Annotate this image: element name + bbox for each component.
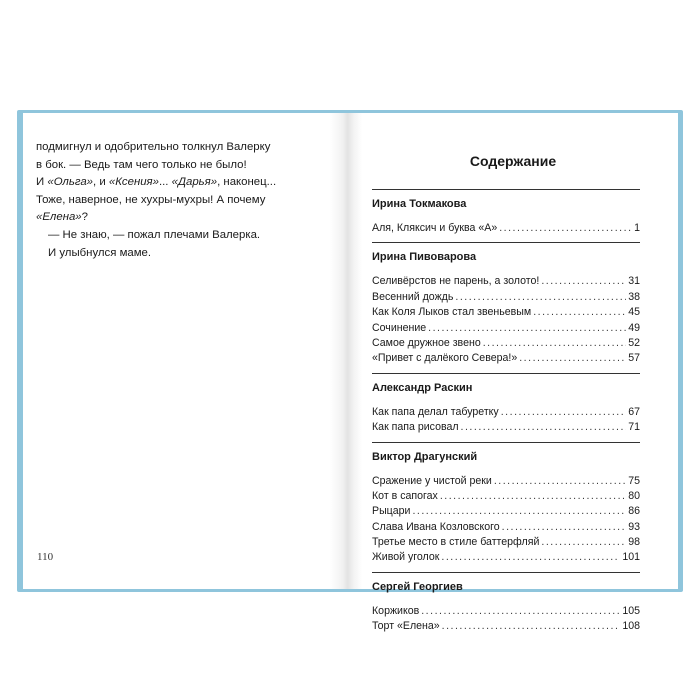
- toc-entry: [372, 274, 640, 289]
- toc-entry-title: «Привет с далёкого Севера!»: [372, 352, 518, 365]
- toc-entry-page: 108: [622, 620, 640, 633]
- toc-entry-page: 1: [634, 222, 640, 234]
- toc-entries: [372, 213, 640, 236]
- section-divider: [372, 572, 640, 573]
- dot-leader: [442, 619, 621, 634]
- dot-leader: [533, 305, 626, 320]
- dot-leader: [412, 504, 626, 519]
- section-divider: [372, 373, 640, 374]
- toc-author: Ирина Пивоварова: [372, 251, 477, 264]
- toc-entry-title: Аля, Кляксич и буква «А»: [372, 222, 498, 234]
- dot-leader: [441, 550, 620, 565]
- page-number: 110: [37, 551, 54, 563]
- toc-entry: [372, 305, 640, 320]
- toc-entry: [372, 520, 640, 535]
- toc-entry-title: Селивёрстов не парень, а золото!: [372, 275, 540, 288]
- dot-leader: [541, 274, 626, 289]
- dot-leader: [483, 336, 626, 351]
- toc-entry: [372, 336, 640, 351]
- toc-entry-page: 93: [628, 520, 640, 533]
- toc-entry-title: Сражение у чистой реки: [372, 474, 492, 487]
- toc-entry-title: Рыцари: [372, 505, 411, 518]
- story-line: И улыбнулся маме.: [48, 246, 152, 259]
- toc-entry: [372, 550, 640, 565]
- toc-entry-title: Самое дружное звено: [372, 336, 481, 349]
- toc-entry-page: 98: [628, 536, 640, 549]
- dot-leader: [428, 321, 626, 336]
- toc-entry-page: 71: [628, 421, 640, 434]
- toc-entry-title: Как папа рисовал: [372, 421, 459, 434]
- toc-entry: [372, 321, 640, 336]
- story-text: [36, 139, 326, 262]
- toc-author-group: [372, 373, 640, 436]
- toc-entry: [372, 290, 640, 305]
- table-of-contents: [372, 150, 640, 641]
- story-line: подмигнул и одобрительно толкнул Валерку: [36, 141, 271, 153]
- toc-entry-title: Торт «Елена»: [372, 620, 440, 633]
- toc-entry-title: Живой уголок: [372, 551, 440, 564]
- toc-entry-page: 49: [628, 321, 640, 334]
- toc-entries: [372, 466, 640, 566]
- toc-author: Виктор Драгунский: [372, 450, 478, 463]
- toc-entry: [372, 405, 640, 420]
- dot-leader: [440, 489, 626, 504]
- toc-entry-title: Коржиков: [372, 604, 420, 617]
- toc-entry: [372, 604, 640, 619]
- dot-leader: [519, 351, 626, 366]
- book-gutter: [330, 113, 362, 589]
- toc-entry-page: 31: [628, 275, 640, 288]
- toc-entry-page: 101: [622, 551, 640, 564]
- dot-leader: [455, 290, 626, 305]
- toc-title: Содержание: [469, 153, 557, 169]
- toc-entry-page: 80: [628, 489, 640, 502]
- toc-entry-page: 86: [628, 505, 640, 518]
- toc-author-group: [372, 242, 640, 366]
- toc-entry: [372, 619, 640, 634]
- toc-entry-page: 52: [628, 336, 640, 349]
- toc-entries: [372, 266, 640, 366]
- toc-entry-page: 67: [628, 405, 640, 418]
- toc-entry-page: 105: [622, 604, 640, 617]
- story-line: в бок. — Ведь там чего только не было!: [36, 158, 247, 171]
- toc-entry-title: Сочинение: [372, 321, 427, 334]
- toc-entry-page: 38: [628, 290, 640, 303]
- section-divider: [372, 242, 640, 243]
- toc-entry-page: 75: [628, 474, 640, 487]
- toc-author-group: [372, 189, 640, 236]
- toc-entry: [372, 420, 640, 435]
- story-line: И «Ольга», и «Ксения»... «Дарья», наконец...: [36, 176, 277, 189]
- toc-entry-title: Как папа делал табуретку: [372, 405, 499, 418]
- toc-author: Александр Раскин: [372, 381, 473, 394]
- toc-entry-title: Третье место в стиле баттерфляй: [372, 536, 540, 549]
- dot-leader: [421, 604, 620, 619]
- toc-entry: [372, 535, 640, 550]
- toc-groups: [372, 189, 640, 635]
- toc-entry: [372, 474, 640, 489]
- toc-entry: [372, 221, 640, 236]
- section-divider: [372, 189, 640, 190]
- toc-author-group: [372, 572, 640, 635]
- toc-entries: [372, 397, 640, 436]
- dot-leader: [499, 221, 632, 236]
- toc-entry-title: Кот в сапогах: [372, 489, 438, 502]
- toc-author: Ирина Токмакова: [372, 198, 467, 210]
- toc-entry: [372, 504, 640, 519]
- dot-leader: [501, 405, 626, 420]
- toc-entry: [372, 489, 640, 504]
- story-line: «Елена»?: [36, 211, 88, 224]
- toc-entry-title: Слава Ивана Козловского: [372, 520, 500, 533]
- toc-entry: [372, 351, 640, 366]
- dot-leader: [494, 474, 626, 489]
- dot-leader: [541, 535, 626, 550]
- story-line: Тоже, наверное, не хухры-мухры! А почему: [36, 193, 266, 206]
- toc-author-group: [372, 442, 640, 566]
- dot-leader: [461, 420, 627, 435]
- toc-entry-title: Весенний дождь: [372, 290, 454, 303]
- section-divider: [372, 442, 640, 443]
- story-line: — Не знаю, — пожал плечами Валерка.: [48, 228, 261, 241]
- toc-entry-page: 57: [628, 352, 640, 365]
- toc-entries: [372, 596, 640, 635]
- dot-leader: [502, 520, 627, 535]
- toc-entry-title: Как Коля Лыков стал звеньевым: [372, 306, 532, 319]
- toc-author: Сергей Георгиев: [372, 580, 463, 593]
- toc-entry-page: 45: [628, 306, 640, 319]
